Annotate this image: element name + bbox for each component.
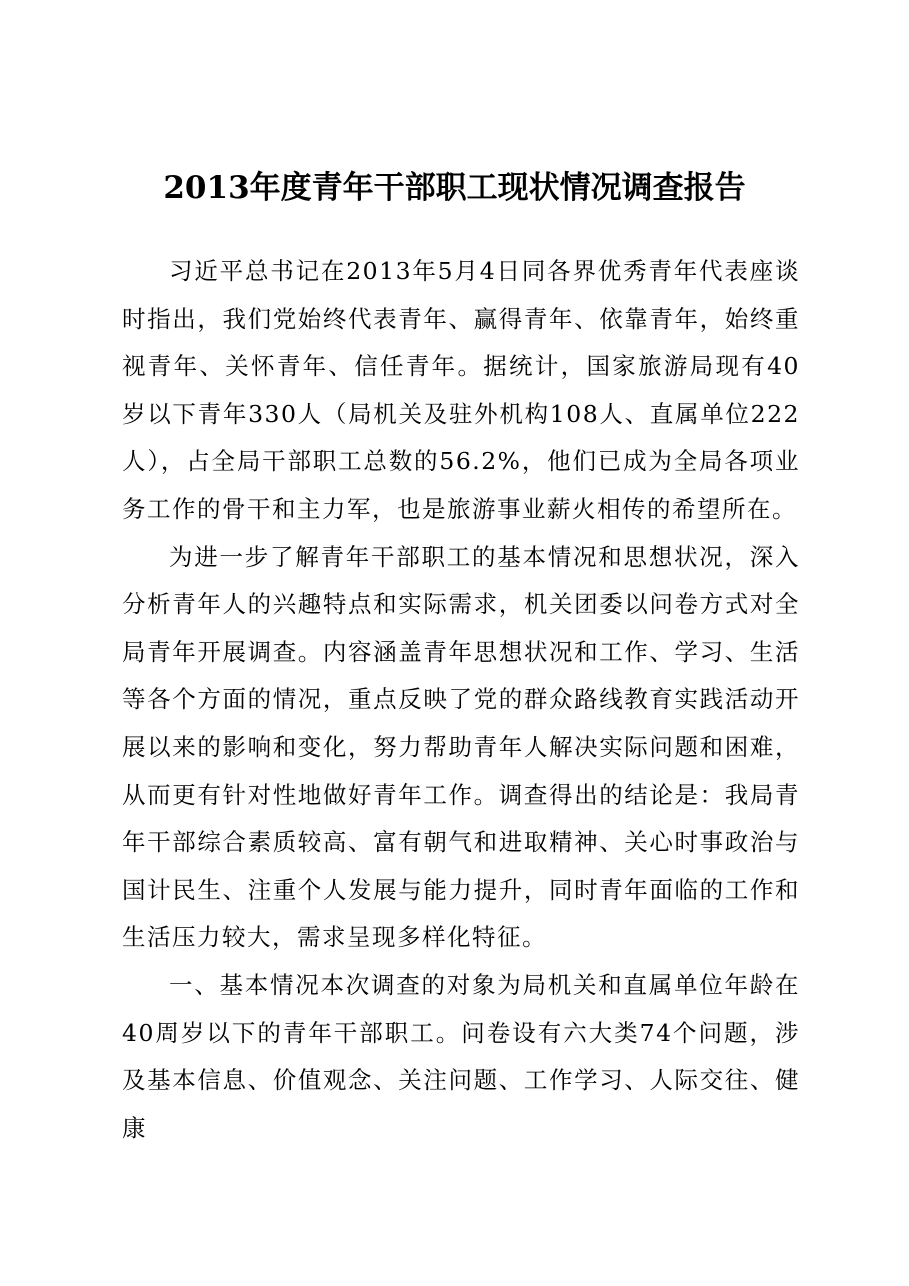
document-title: 2013年度青年干部职工现状情况调查报告: [163, 170, 746, 206]
paragraph-intro: 习近平总书记在2013年5月4日同各界优秀青年代表座谈时指出，我们党始终代表青年、赢得青年、依靠青年，始终重视青年、关怀青年、信任青年。据统计，国家旅游局现有40岁以下青年330人（局机关及驻外机构108人、直属单位222人），占全局干部职工总数的56.2%，他们已成为全局各项业务工作的骨干和主力军，也是旅游事业薪火相传的希望所在。: [122, 257, 800, 523]
document-body: [122, 248, 800, 1152]
paragraph-basic-situation: 一、基本情况本次调查的对象为局机关和直属单位年龄在40周岁以下的青年干部职工。问卷设有六大类74个问题，涉及基本信息、价值观念、关注问题、工作学习、人际交往、健康: [122, 970, 800, 1142]
paragraph-survey-purpose: 为进一步了解青年干部职工的基本情况和思想状况，深入分析青年人的兴趣特点和实际需求，机关团委以问卷方式对全局青年开展调查。内容涵盖青年思想状况和工作、学习、生活等各个方面的情况，重点反映了党的群众路线教育实践活动开展以来的影响和变化，努力帮助青年人解决实际问题和困难，从而更有针对性地做好青年工作。调查得出的结论是：我局青年干部综合素质较高、富有朝气和进取精神、关心时事政治与国计民生、注重个人发展与能力提升，同时青年面临的工作和生活压力较大，需求呈现多样化特征。: [122, 542, 800, 952]
